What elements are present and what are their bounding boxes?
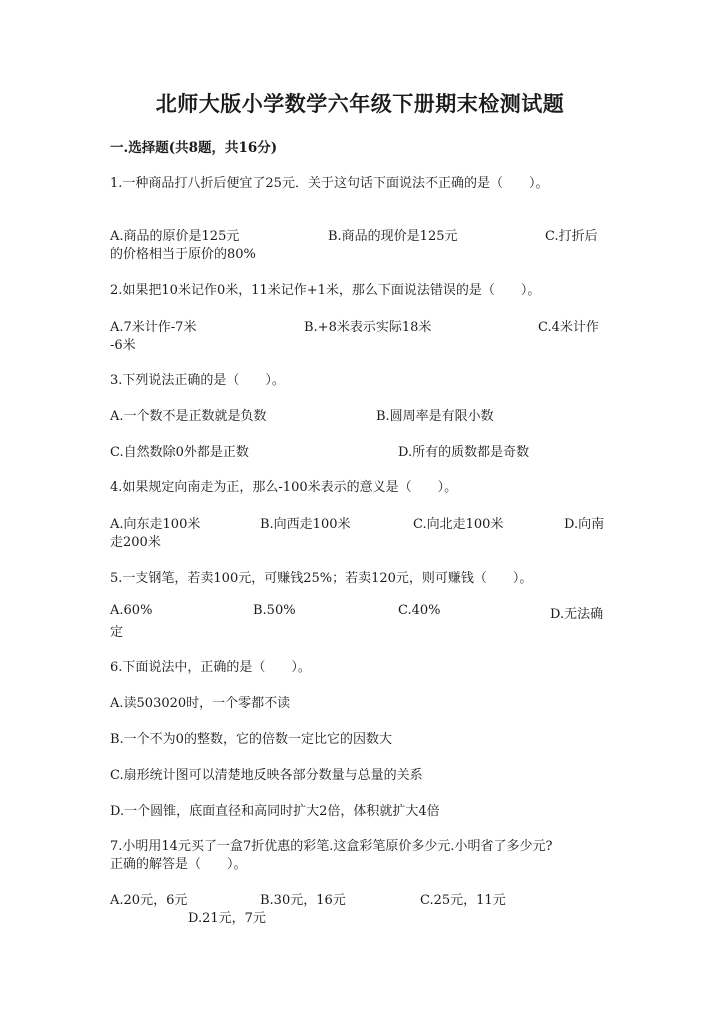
question-5-stem: 5.一支钢笔，若卖100元，可赚钱25%；若卖120元，则可赚钱（ ）。: [110, 571, 533, 586]
question-5-option-d-cont: 定: [110, 625, 124, 640]
question-1-option-c: C.打折后: [545, 229, 598, 244]
question-7-option-b: B.30元，16元: [260, 893, 346, 908]
question-2-stem: 2.如果把10米记作0米，11米记作+1米，那么下面说法错误的是（ ）。: [110, 283, 541, 298]
question-5-option-c: C.40%: [398, 603, 441, 618]
question-4-option-d-cont: 走200米: [110, 535, 161, 550]
question-6-option-a: A.读503020时，一个零都不读: [110, 696, 291, 711]
question-6-option-b: B.一个不为0的整数，它的倍数一定比它的因数大: [110, 732, 392, 747]
question-4-option-a: A.向东走100米: [110, 517, 201, 532]
question-4-option-c: C.向北走100米: [413, 517, 504, 532]
question-6-option-d: D.一个圆锥，底面直径和高同时扩大2倍，体积就扩大4倍: [110, 804, 440, 819]
question-5-option-b: B.50%: [253, 603, 296, 618]
question-5-option-d: D.无法确: [550, 607, 604, 622]
question-3-option-c: C.自然数除0外都是正数: [110, 445, 249, 460]
question-4-option-d: D.向南: [564, 517, 605, 532]
question-7-stem: 7.小明用14元买了一盒7折优惠的彩笔.这盒彩笔原价多少元.小明省了多少元?: [110, 839, 553, 854]
question-2-option-b: B.+8米表示实际18米: [304, 320, 432, 335]
question-2-option-c: C.4米计作: [538, 320, 599, 335]
question-7-option-c: C.25元，11元: [420, 893, 506, 908]
question-3-option-a: A.一个数不是正数就是负数: [110, 409, 267, 424]
question-2-option-a: A.7米计作-7米: [110, 320, 197, 335]
question-6-stem: 6.下面说法中，正确的是（ ）。: [110, 660, 311, 675]
question-2-option-c-cont: -6米: [110, 338, 136, 353]
question-7-stem-cont: 正确的解答是（ ）。: [110, 857, 247, 872]
question-1-option-c-cont: 的价格相当于原价的80%: [110, 247, 256, 262]
question-1-option-b: B.商品的现价是125元: [328, 229, 458, 244]
question-3-option-d: D.所有的质数都是奇数: [398, 445, 530, 460]
question-3-stem: 3.下列说法正确的是（ ）。: [110, 373, 285, 388]
question-1-stem: 1.一种商品打八折后便宜了25元．关于这句话下面说法不正确的是（ ）。: [110, 176, 549, 191]
question-7-option-a: A.20元，6元: [110, 893, 188, 908]
section-heading: 一.选择题(共8题，共16分): [110, 140, 278, 156]
question-4-stem: 4.如果规定向南走为正，那么-100米表示的意义是（ ）。: [110, 480, 458, 495]
question-3-option-b: B.圆周率是有限小数: [376, 409, 494, 424]
question-6-option-c: C.扇形统计图可以清楚地反映各部分数量与总量的关系: [110, 768, 423, 783]
question-7-option-d: D.21元，7元: [188, 911, 266, 926]
question-5-option-a: A.60%: [110, 603, 153, 618]
question-4-option-b: B.向西走100米: [260, 517, 351, 532]
page-title: 北师大版小学数学六年级下册期末检测试题: [155, 91, 565, 116]
question-1-option-a: A.商品的原价是125元: [110, 229, 240, 244]
